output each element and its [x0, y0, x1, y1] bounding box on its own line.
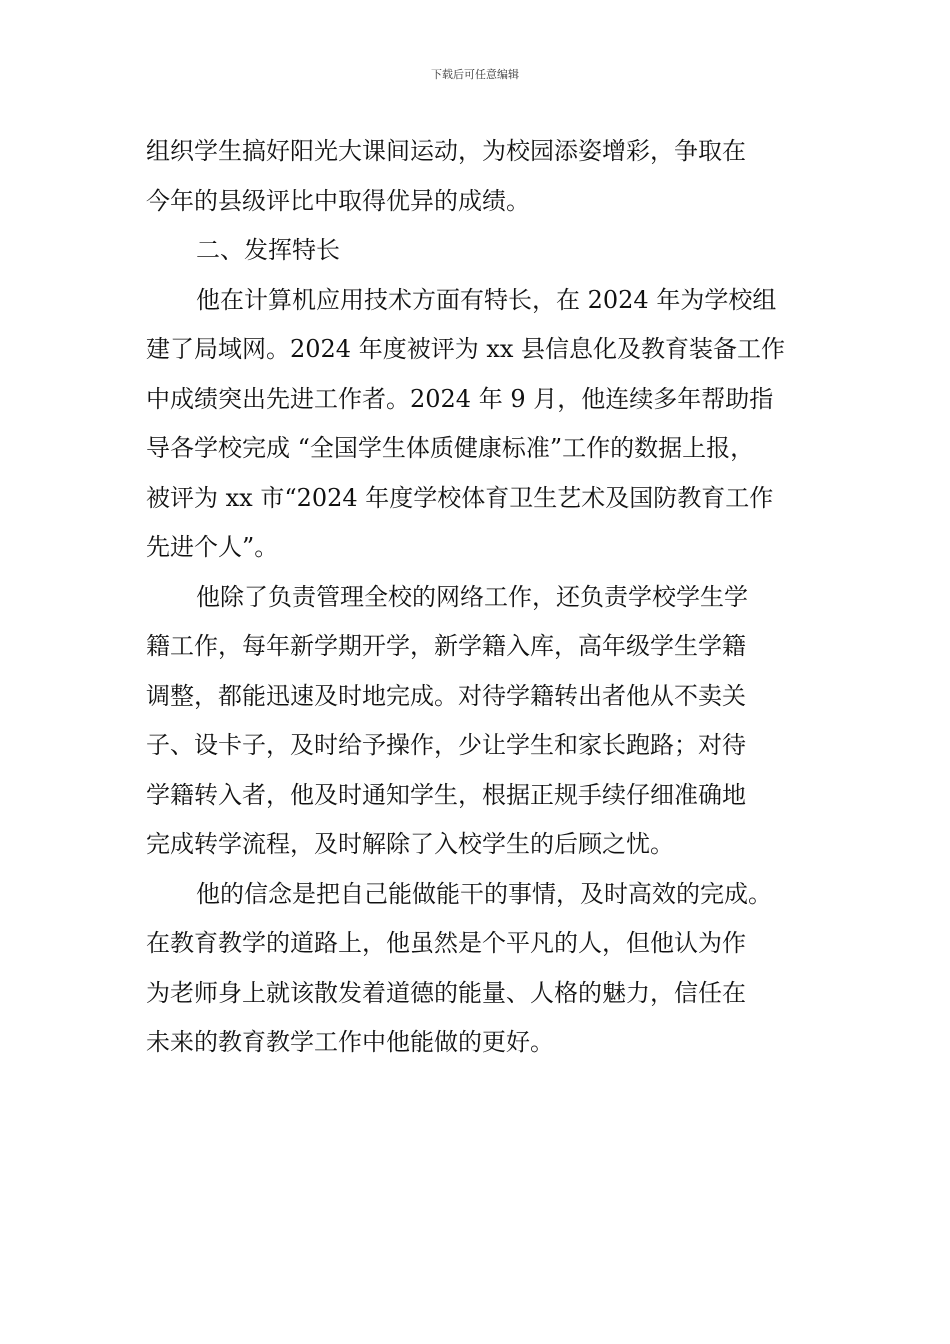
text-line: 他除了负责管理全校的网络工作，还负责学校学生学	[196, 582, 748, 611]
text-line: 导各学校完成 “全国学生体质健康标准”工作的数据上报，	[146, 434, 755, 462]
document-body	[146, 127, 810, 1068]
text-line: 他的信念是把自己能做能干的事情，及时高效的完成。	[196, 879, 772, 908]
text-line: 调整，都能迅速及时地完成。对待学籍转出者他从不卖关	[146, 681, 746, 710]
text-line: 建了局域网。2024 年度被评为 xx 县信息化及教育装备工作	[146, 335, 786, 363]
text-line: 籍工作，每年新学期开学，新学籍入库，高年级学生学籍	[146, 632, 746, 660]
text-line: 今年的县级评比中取得优异的成绩。	[146, 186, 530, 215]
text-line: 为老师身上就该散发着道德的能量、人格的魅力，信任在	[146, 978, 746, 1007]
text-line: 先进个人”。	[146, 533, 279, 561]
text-line: 在教育教学的道路上，他虽然是个平凡的人，但他认为作	[146, 929, 746, 957]
text-line: 未来的教育教学工作中他能做的更好。	[146, 1028, 554, 1056]
text-line: 学籍转入者，他及时通知学生，根据正规手续仔细准确地	[146, 780, 746, 809]
text-line: 完成转学流程，及时解除了入校学生的后顾之忧。	[146, 830, 674, 858]
text-line: 被评为 xx 市“2024 年度学校体育卫生艺术及国防教育工作	[146, 483, 774, 512]
page-header: 下载后可任意编辑	[431, 68, 519, 81]
text-line: 子、设卡子，及时给予操作，少让学生和家长跑路；对待	[146, 731, 746, 759]
text-line: 他在计算机应用技术方面有特长，在 2024 年为学校组	[196, 285, 777, 314]
text-line: 中成绩突出先进工作者。2024 年 9 月，他连续多年帮助指	[146, 384, 774, 413]
text-line: 组织学生搞好阳光大课间运动，为校园添姿增彩，争取在	[146, 137, 746, 165]
text-line: 二、发挥特长	[196, 236, 340, 264]
